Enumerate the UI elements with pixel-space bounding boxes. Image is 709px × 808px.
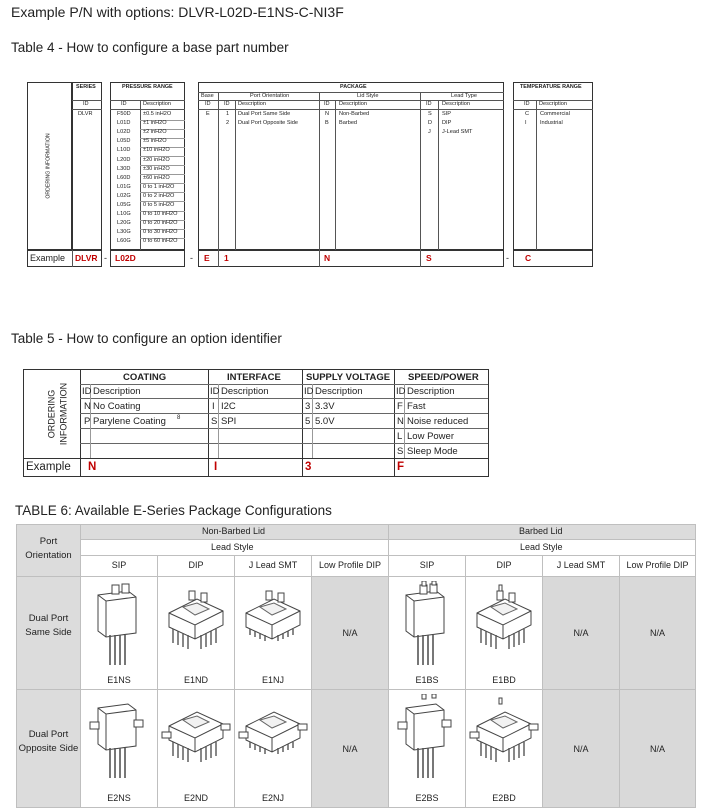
temp-desc: Industrial — [540, 120, 563, 126]
coating-header: COATING — [123, 372, 167, 383]
interface-id-header: ID — [210, 386, 220, 397]
lid-desc: Barbed — [339, 120, 358, 126]
lead-desc-header: Description — [442, 101, 470, 107]
column-header: DIP — [188, 560, 204, 570]
sensor-package-image — [392, 581, 462, 671]
pressure-id: L20G — [117, 220, 131, 227]
pressure-desc: 0 to 60 inH2O — [143, 238, 178, 245]
speed-desc: Noise reduced — [407, 416, 469, 427]
port-desc: Dual Port Opposite Side — [238, 120, 299, 126]
pressure-id: L60G — [117, 238, 131, 245]
example-label: Example — [30, 253, 66, 263]
speed-desc: Sleep Mode — [407, 446, 458, 457]
pressure-desc: ±30 inH2O — [143, 165, 170, 172]
pressure-desc: ±10 inH2O — [143, 147, 170, 154]
base-header: Base — [201, 93, 214, 99]
speed-id: L — [397, 431, 403, 442]
sensor-package-image — [161, 581, 231, 671]
sensor-package-image — [238, 581, 308, 671]
lid-style-header: Lid Style — [357, 93, 379, 99]
base-id-header: ID — [205, 101, 211, 107]
package-code: E2BD — [492, 793, 516, 803]
column-header: Low Profile DIP — [318, 560, 382, 570]
pressure-desc: ±20 inH2O — [143, 156, 170, 163]
interface-desc: I2C — [221, 401, 236, 412]
speed-desc-header: Description — [407, 386, 455, 397]
sensor-package-image — [161, 694, 231, 784]
coating-id: N — [84, 401, 91, 412]
pressure-id: L20D — [117, 156, 131, 163]
coating-id-header: ID — [82, 386, 92, 397]
speed-desc: Fast — [407, 401, 426, 412]
table4-title: Table 4 - How to configure a base part number — [11, 40, 289, 55]
lead-style-header: Lead Style — [520, 542, 563, 552]
pressure-desc: 0 to 10 inH2O — [143, 211, 178, 218]
package-code: E1NJ — [261, 675, 284, 685]
interface-id: S — [211, 416, 218, 427]
lid-desc-header: Description — [339, 101, 367, 107]
pressure-desc: ±1 inH2O — [143, 120, 167, 127]
voltage-desc: 3.3V — [315, 401, 335, 412]
table6-title: TABLE 6: Available E-Series Package Configurations — [15, 503, 332, 518]
lead-type-header: Lead Type — [451, 93, 478, 99]
pressure-desc: 0 to 1 inH2O — [143, 183, 175, 190]
example-series: DLVR — [75, 253, 98, 263]
sensor-package-image — [469, 581, 539, 671]
pressure-id: L02D — [117, 129, 131, 136]
example-speed: F — [397, 461, 405, 473]
example-interface: I — [214, 461, 218, 473]
interface-header: INTERFACE — [227, 372, 281, 383]
sensor-package-image — [84, 581, 154, 671]
port-id: 2 — [226, 120, 230, 126]
example-part-number: Example P/N with options: DLVR-L02D-E1NS-C-NI3F — [11, 4, 344, 20]
package-header: PACKAGE — [340, 84, 367, 90]
example-package-cell — [198, 250, 504, 267]
example-coating: N — [88, 461, 97, 473]
port-desc: Dual Port Same Side — [238, 111, 291, 117]
example-dash-2: - — [190, 253, 193, 263]
table5 — [23, 369, 489, 477]
pressure-id: F50D — [117, 111, 131, 117]
port-orientation-header: Port Orientation — [250, 93, 290, 99]
pressure-desc: ±2 inH2O — [143, 129, 167, 136]
speed-id: S — [397, 446, 404, 457]
temp-id: C — [525, 111, 530, 117]
table6 — [16, 524, 696, 808]
pressure-id: L05D — [117, 138, 131, 145]
interface-id: I — [212, 401, 215, 412]
port-orientation-header: Port Orientation — [25, 536, 72, 561]
temp-desc: Commercial — [540, 111, 570, 117]
example-lead: S — [426, 253, 432, 263]
example-voltage: 3 — [305, 461, 312, 473]
coating-desc-header: Description — [93, 386, 141, 397]
example-port: 1 — [224, 253, 229, 263]
lid-id: N — [325, 111, 330, 117]
pressure-desc-header: Description — [143, 101, 171, 107]
column-header: J Lead SMT — [248, 560, 298, 570]
example-pressure: L02D — [115, 253, 136, 263]
temp-id-header: ID — [524, 101, 530, 107]
pressure-id: L10D — [117, 147, 131, 154]
pressure-desc: ±5 inH2O — [143, 138, 167, 145]
na-label: N/A — [649, 743, 665, 754]
table5-title: Table 5 - How to configure an option identifier — [11, 331, 282, 346]
footnote-marker: 8 — [177, 415, 181, 421]
pressure-desc: 0 to 30 inH2O — [143, 229, 178, 236]
package-code: E2BS — [415, 793, 439, 803]
ordering-label: ORDERING — [46, 389, 57, 439]
speed-desc: Low Power — [407, 431, 454, 442]
row-label: Dual Port Opposite Side — [18, 728, 79, 754]
package-code: E1BD — [492, 675, 516, 685]
column-header: Low Profile DIP — [626, 560, 689, 570]
na-label: N/A — [342, 628, 358, 638]
example-label: Example — [26, 461, 71, 473]
pressure-id-header: ID — [121, 101, 127, 107]
pressure-id: L05G — [117, 202, 131, 208]
voltage-id-header: ID — [304, 386, 314, 397]
interface-desc-header: Description — [221, 386, 269, 397]
port-desc-header: Description — [238, 101, 266, 107]
sensor-package-image — [238, 694, 308, 784]
package-code: E1BS — [415, 675, 439, 685]
row-label: Dual Port Same Side — [25, 613, 72, 638]
lid-id: B — [325, 120, 329, 126]
package-code: E2NS — [107, 793, 131, 803]
lead-style-header: Lead Style — [211, 542, 254, 552]
sensor-package-image — [392, 694, 462, 784]
example-dash-3: - — [506, 253, 509, 263]
lid-desc: Non-Barbed — [339, 111, 370, 117]
temp-id: I — [525, 120, 527, 126]
base-value: E — [206, 111, 210, 117]
sensor-package-image — [469, 694, 539, 784]
lead-id: S — [428, 111, 432, 117]
na-label: N/A — [649, 628, 665, 638]
voltage-desc-header: Description — [315, 386, 363, 397]
lead-desc: DIP — [442, 120, 452, 126]
column-header: J Lead SMT — [556, 560, 606, 570]
temp-desc-header: Description — [539, 101, 567, 107]
temperature-header: TEMPERATURE RANGE — [520, 84, 582, 90]
pressure-id: L30G — [117, 229, 131, 236]
pressure-desc: ±0.5 inH2O — [143, 111, 172, 117]
supply-voltage-header: SUPPLY VOLTAGE — [306, 372, 391, 383]
series-id-header: ID — [83, 101, 89, 107]
lead-id-header: ID — [426, 101, 432, 107]
example-base: E — [204, 253, 210, 263]
voltage-id: 3 — [305, 401, 311, 412]
pressure-id: L10G — [117, 211, 131, 218]
lead-desc: SIP — [442, 111, 452, 117]
pressure-id: L02G — [117, 192, 131, 199]
speed-power-header: SPEED/POWER — [408, 372, 479, 383]
na-label: N/A — [342, 743, 358, 754]
column-header: SIP — [111, 560, 127, 570]
coating-id: P — [84, 416, 91, 427]
series-header: SERIES — [76, 84, 96, 90]
voltage-id: 5 — [305, 416, 311, 427]
pressure-desc: ±60 inH2O — [143, 174, 170, 181]
column-header: DIP — [496, 560, 512, 570]
pressure-desc: 0 to 20 inH2O — [143, 220, 178, 227]
speed-id: N — [397, 416, 404, 427]
lead-id: J — [428, 129, 431, 135]
sensor-package-image — [84, 694, 154, 784]
package-code: E2ND — [183, 793, 208, 803]
port-id-header: ID — [224, 101, 230, 107]
voltage-desc: 5.0V — [315, 416, 335, 427]
pressure-id: L01D — [117, 120, 131, 127]
coating-desc: Parylene Coating — [93, 416, 166, 427]
package-code: E1NS — [107, 675, 131, 685]
example-dash-1: - — [104, 253, 107, 263]
lead-desc: J-Lead SMT — [442, 129, 473, 135]
lead-id: D — [428, 120, 433, 126]
column-header: SIP — [419, 560, 435, 570]
package-code: E1ND — [183, 675, 208, 685]
lid-id-header: ID — [324, 101, 330, 107]
example-temp: C — [525, 253, 532, 263]
speed-id: F — [397, 401, 403, 412]
information-label: INFORMATION — [58, 382, 69, 446]
coating-desc: No Coating — [93, 401, 141, 412]
example-lid: N — [324, 253, 331, 263]
pressure-id: L01G — [117, 183, 131, 190]
pressure-id: L60D — [117, 174, 131, 181]
series-value: DLVR — [78, 111, 93, 117]
port-id: 1 — [226, 111, 230, 117]
non-barbed-header: Non-Barbed Lid — [202, 526, 266, 536]
pressure-id: L30D — [117, 165, 131, 172]
speed-id-header: ID — [396, 386, 406, 397]
interface-desc: SPI — [221, 416, 237, 427]
pressure-desc: 0 to 2 inH2O — [143, 192, 175, 199]
pressure-header: PRESSURE RANGE — [122, 84, 173, 90]
pressure-desc: 0 to 5 inH2O — [143, 202, 175, 208]
ordering-info-label: ORDERING INFORMATION — [45, 133, 52, 199]
barbed-header: Barbed Lid — [519, 526, 563, 536]
package-code: E2NJ — [261, 793, 284, 803]
na-label: N/A — [573, 743, 589, 754]
na-label: N/A — [573, 628, 589, 638]
